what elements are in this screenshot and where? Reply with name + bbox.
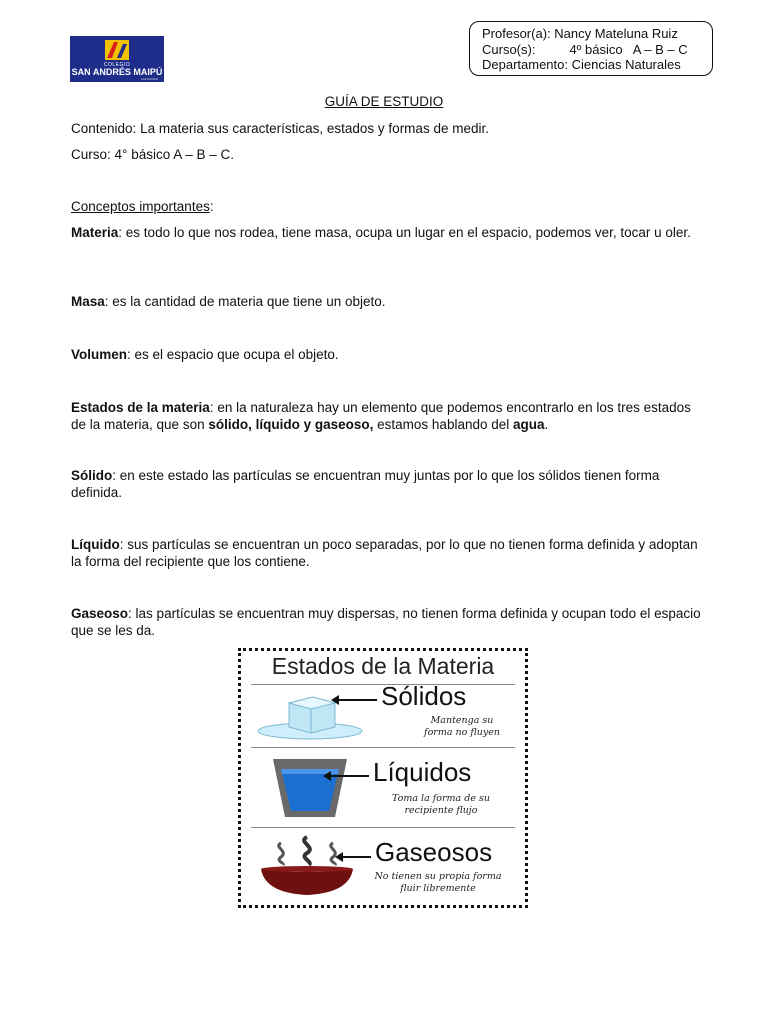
liquids-desc-line1: Toma la forma de su (392, 793, 490, 804)
text-estados-before: en la naturaleza hay un elemento que podemos encontrarlo en los tres estados de la materia, que son (71, 400, 691, 432)
courses-value: 4º básico A – B – C (569, 41, 688, 57)
solids-description (417, 715, 507, 739)
solids-label: Sólidos (381, 681, 467, 711)
courses-label: Curso(s): (482, 41, 536, 57)
term-gaseoso: Gaseoso (71, 606, 129, 621)
text-estados-after: estamos hablando del (377, 417, 510, 432)
logo-top-text: COLEGIO (103, 62, 131, 68)
concepts-heading: Conceptos importantes: (71, 199, 214, 214)
gases-arrow (337, 856, 371, 858)
liquids-label: Líquidos (373, 757, 472, 787)
text-volumen: es el espacio que ocupa el objeto. (134, 347, 339, 362)
liquids-arrow (325, 775, 369, 777)
liquids-desc-line2: recipiente flujo (404, 805, 478, 816)
term-masa: Masa (71, 294, 105, 309)
term-solido: Sólido (71, 468, 113, 483)
course-line (71, 146, 701, 163)
steaming-bowl-icon (257, 835, 357, 897)
gases-label: Gaseosos (375, 837, 493, 867)
states-of-matter-figure (238, 648, 528, 908)
professor-line (482, 26, 712, 42)
term-liquido: Líquido (71, 537, 120, 552)
concepts-heading-text: Conceptos importantes (71, 199, 210, 214)
school-crest-icon (104, 39, 130, 61)
text-materia: es todo lo que nos rodea, tiene masa, ocupa un lugar en el espacio, podemos ver, tocar u oler. (125, 225, 691, 240)
definition-masa: Masa: es la cantidad de materia que tiene un objeto. (71, 294, 386, 309)
content-line (71, 120, 701, 137)
logo-school-name: SAN ANDRÉS MAIPÚ (71, 67, 163, 77)
courses-line (482, 42, 712, 58)
figure-divider (251, 827, 515, 828)
water-bold: agua (513, 417, 545, 432)
text-liquido: sus partículas se encuentran un poco separadas, por lo que no tienen forma definida y adoptan la forma del recipiente que los contiene. (71, 537, 698, 569)
course-label: Curso: (71, 147, 111, 162)
definition-liquido: Líquido: sus partículas se encuentran un poco separadas, por lo que no tienen forma definida y adoptan la forma del recipiente que los contiene. (71, 537, 698, 569)
solids-desc-line2: forma no fluyen (424, 727, 500, 738)
content-label: Contenido: (71, 121, 137, 136)
department-label: Departamento: (482, 57, 568, 72)
teacher-info-box (469, 21, 713, 76)
definition-materia: Materia: es todo lo que nos rodea, tiene masa, ocupa un lugar en el espacio, podemos ver, tocar u oler. (71, 225, 691, 240)
definition-gaseoso: Gaseoso: las partículas se encuentran muy dispersas, no tienen forma definida y ocupan todo el espacio que se les da. (71, 606, 701, 638)
professor-name: Nancy Mateluna Ruiz (554, 26, 678, 41)
text-masa: es la cantidad de materia que tiene un objeto. (112, 294, 386, 309)
gases-description (363, 871, 513, 895)
department-value: Ciencias Naturales (571, 57, 681, 72)
definition-estados: Estados de la materia: en la naturaleza hay un elemento que podemos encontrarlo en los tres estados de la materia, que son sólido, líquido y gaseoso, estamos hablando del agua. (71, 400, 691, 432)
solids-arrow (333, 699, 377, 701)
gases-desc-line1: No tienen su propia forma (374, 871, 502, 882)
liquids-description (381, 793, 501, 817)
term-volumen: Volumen (71, 347, 128, 362)
page-title: GUÍA DE ESTUDIO (324, 94, 444, 109)
definition-volumen: Volumen: es el espacio que ocupa el objeto. (71, 347, 339, 362)
definition-solido: Sólido: en este estado las partículas se encuentran muy juntas por lo que los sólidos tienen forma definida. (71, 468, 660, 500)
solids-desc-line1: Mantenga su (430, 715, 494, 726)
logo-tagline: LAS ROSAS (140, 77, 158, 81)
gases-desc-line2: fluir libremente (400, 883, 476, 894)
text-gaseoso: las partículas se encuentran muy dispersas, no tienen forma definida y ocupan todo el espacio que se les da. (71, 606, 701, 638)
states-bold: sólido, líquido y gaseoso, (208, 417, 374, 432)
water-glass-icon (267, 755, 353, 821)
course-text: 4° básico A – B – C. (114, 147, 235, 162)
department-line (482, 57, 712, 73)
text-solido: en este estado las partículas se encuentran muy juntas por lo que los sólidos tienen forma definida. (71, 468, 660, 500)
professor-label: Profesor(a): (482, 26, 551, 41)
term-estados: Estados de la materia (71, 400, 210, 415)
term-materia: Materia (71, 225, 119, 240)
figure-divider (251, 747, 515, 748)
figure-title: Estados de la Materia (271, 653, 495, 679)
school-logo (70, 36, 164, 82)
content-text: La materia sus características, estados y formas de medir. (140, 121, 489, 136)
